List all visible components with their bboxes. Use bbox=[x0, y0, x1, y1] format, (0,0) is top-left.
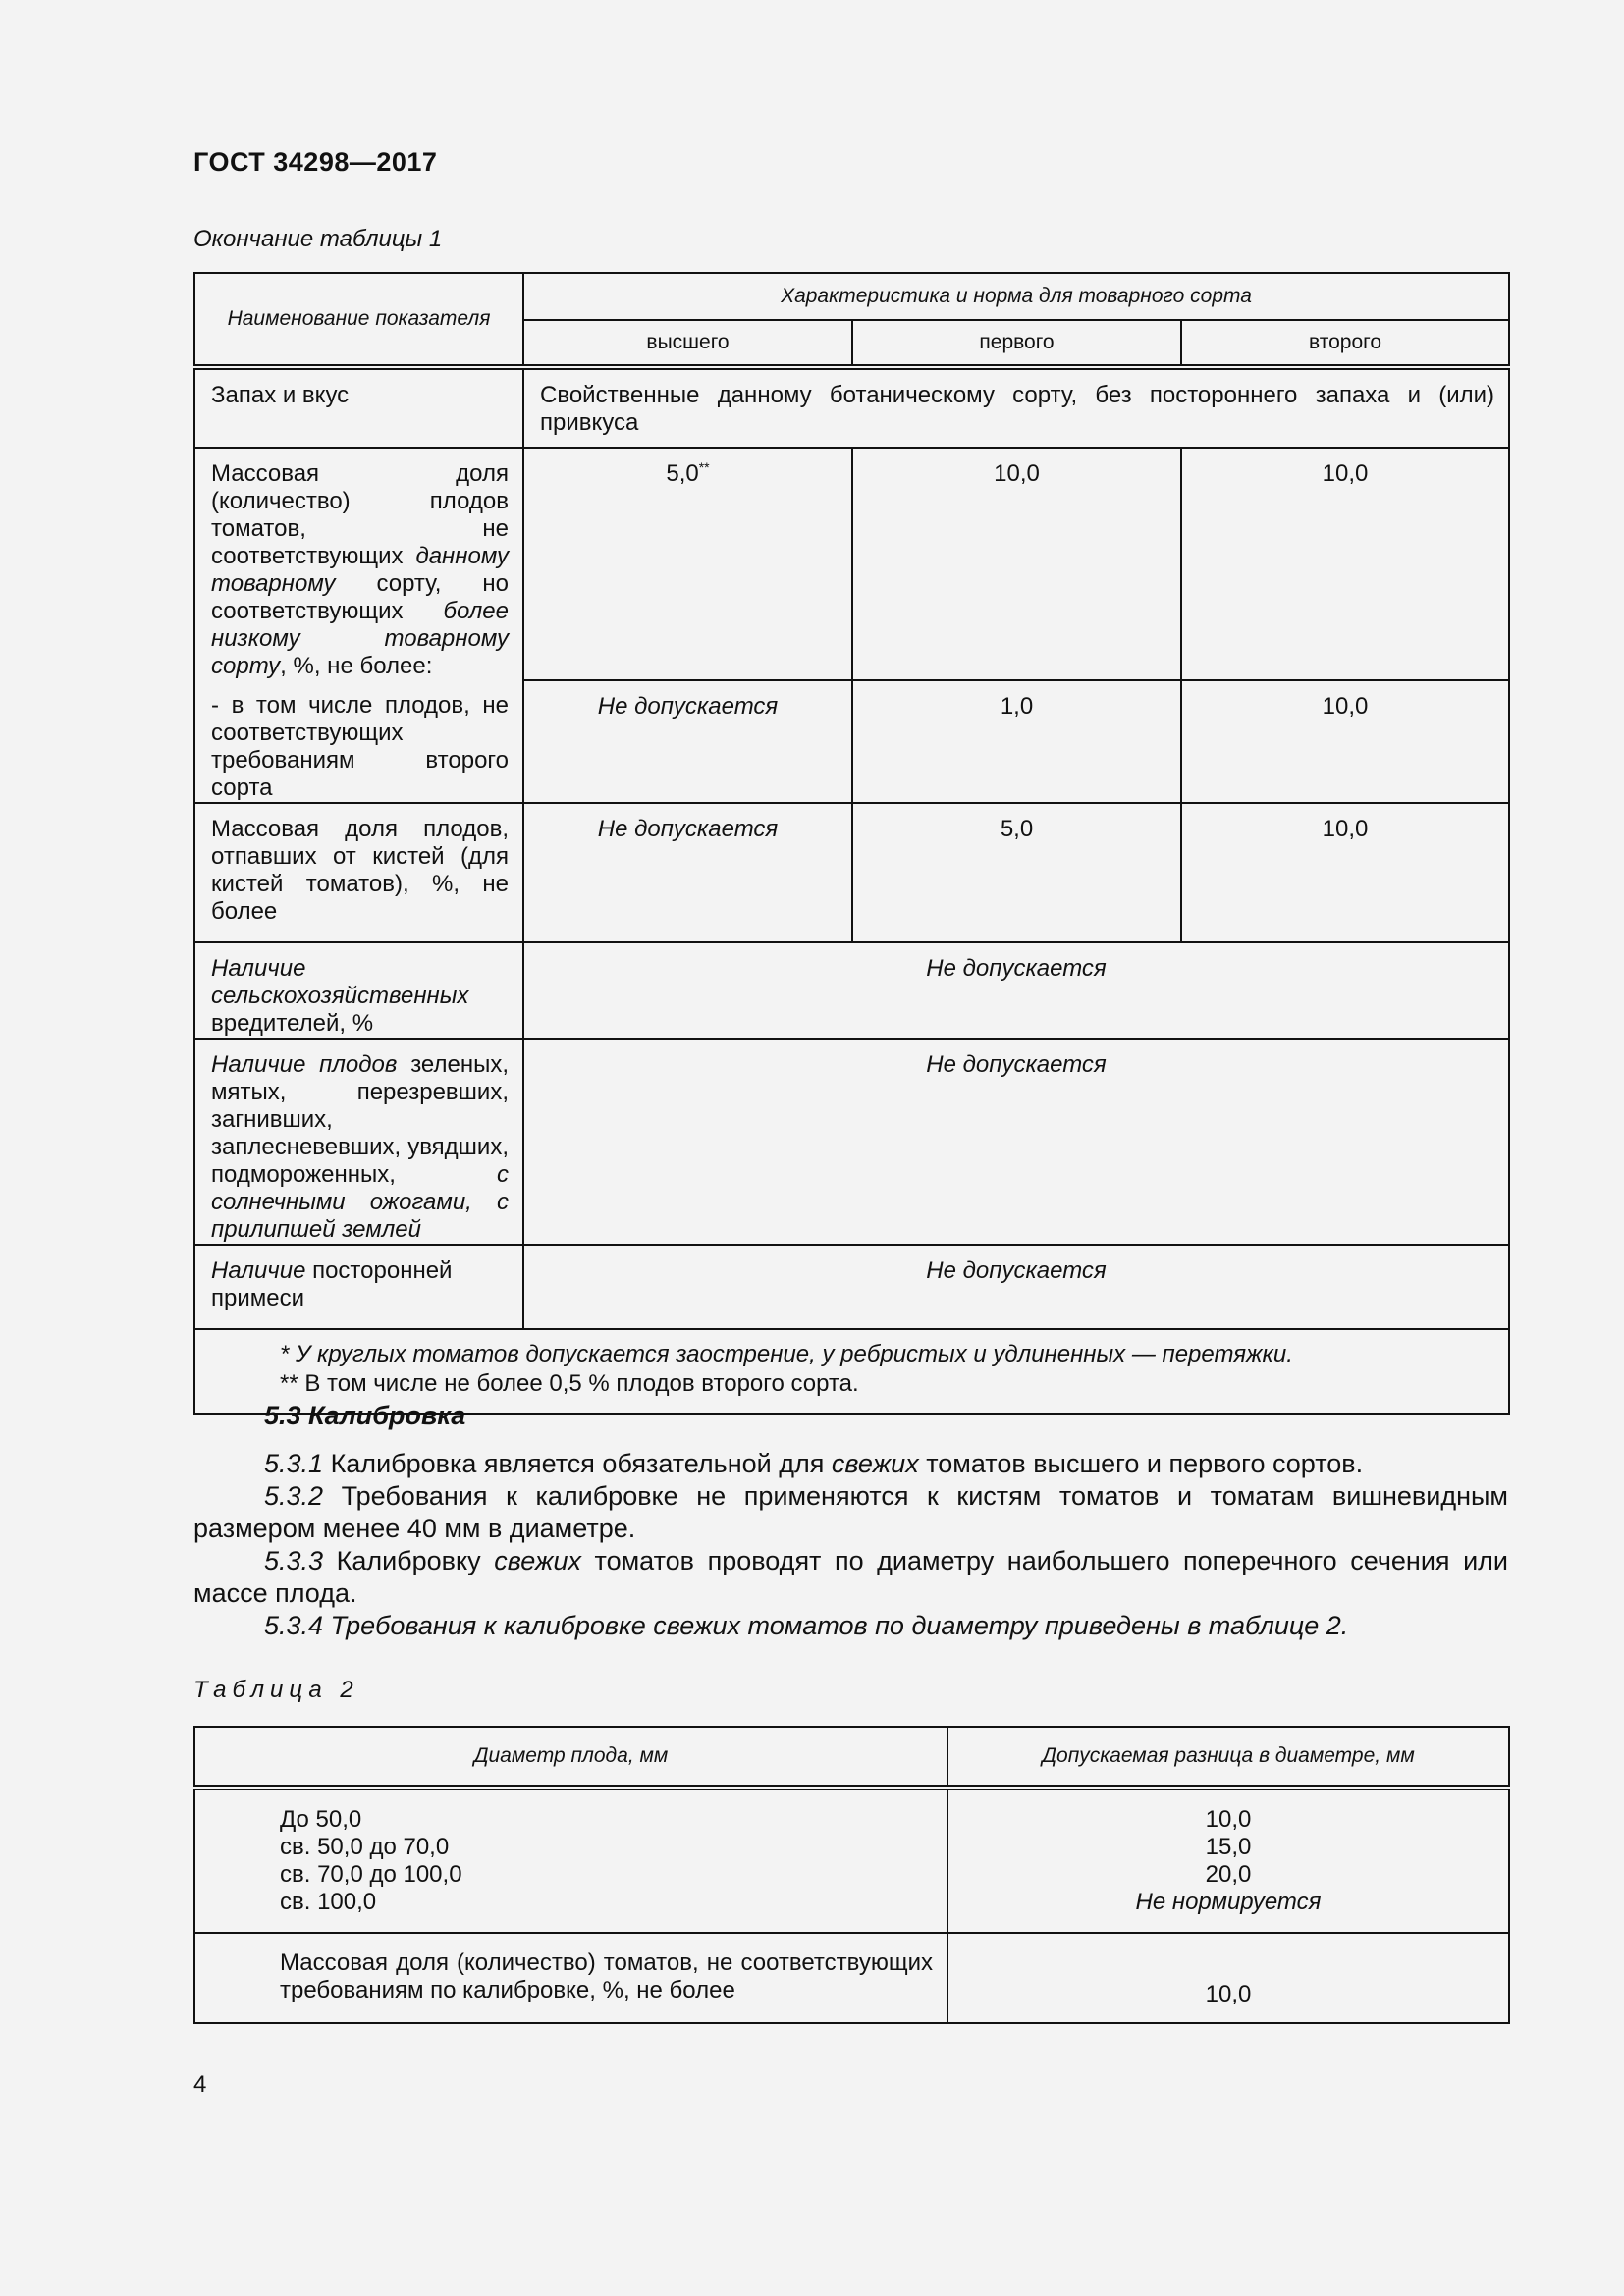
paragraph-5-3-1: 5.3.1 Калибровка является обязательной для свежих томатов высшего и первого сортов. bbox=[264, 1449, 1364, 1478]
table1-caption: Окончание таблицы 1 bbox=[193, 226, 443, 252]
section-heading: 5.3 Калибровка bbox=[264, 1401, 466, 1430]
row-pests-label: Наличие сельскохозяйственных вредителей, % bbox=[194, 942, 523, 1039]
difference-item: 20,0 bbox=[1205, 1861, 1252, 1888]
paragraph-5-3-3: 5.3.3 Калибровку свежих томатов проводят по диаметру наибольшего поперечного сечения или массе плода. bbox=[193, 1546, 1508, 1608]
row-incl-second-second: 10,0 bbox=[1181, 680, 1509, 803]
table2-differences bbox=[947, 1788, 1509, 1933]
header-grade-first: первого bbox=[852, 320, 1181, 367]
range-item: св. 50,0 до 70,0 bbox=[280, 1834, 450, 1860]
row-mass-share-label: Массовая доля (количество) плодов томатов, не соответствующих данному товарному сорту, но соответствующих более низкому товарному сорту, %, не более: bbox=[194, 448, 523, 680]
row-mass-share-first: 10,0 bbox=[852, 448, 1181, 680]
row-impurity-value: Не допускается bbox=[523, 1245, 1509, 1329]
header-grade-highest: высшего bbox=[523, 320, 852, 367]
row-incl-second-highest: Не допускается bbox=[523, 680, 852, 803]
paragraph-5-3-4: 5.3.4 Требования к калибровке свежих томатов по диаметру приведены в таблице 2. bbox=[264, 1611, 1349, 1640]
row-impurity-label: Наличие посторонней примеси bbox=[194, 1245, 523, 1329]
section-5-3 bbox=[193, 1400, 1508, 1642]
range-item: До 50,0 bbox=[280, 1806, 362, 1833]
row-fallen-label: Массовая доля плодов, отпавших от кистей (для кистей томатов), %, не более bbox=[194, 803, 523, 942]
difference-item: 15,0 bbox=[1205, 1834, 1252, 1860]
range-item: св. 70,0 до 100,0 bbox=[280, 1861, 462, 1888]
table2-header-difference: Допускаемая разница в диаметре, мм bbox=[947, 1727, 1509, 1788]
row-mass-share-highest: 5,0** bbox=[523, 448, 852, 680]
row-fallen-second: 10,0 bbox=[1181, 803, 1509, 942]
footnote-2: ** В том числе не более 0,5 % плодов второго сорта. bbox=[280, 1370, 859, 1397]
row-fallen-highest: Не допускается bbox=[523, 803, 852, 942]
footnote-1: * У круглых томатов допускается заострение, у ребристых и удлиненных — перетяжки. bbox=[280, 1341, 1293, 1367]
header-indicator: Наименование показателя bbox=[194, 273, 523, 367]
row-smell-label: Запах и вкус bbox=[194, 367, 523, 448]
row-defects-value: Не допускается bbox=[523, 1039, 1509, 1245]
row-incl-second-first: 1,0 bbox=[852, 680, 1181, 803]
row-defects-label: Наличие плодов зеленых, мятых, перезревших, загнивших, заплесневевших, увядших, подмороженных, с солнечными ожогами, с прилипшей землей bbox=[194, 1039, 523, 1245]
difference-item: 10,0 bbox=[1205, 1806, 1252, 1833]
header-grade-second: второго bbox=[1181, 320, 1509, 367]
footnote-mark: ** bbox=[698, 459, 710, 475]
table-1 bbox=[193, 272, 1510, 1415]
table2-caption: Таблица 2 bbox=[193, 1677, 359, 1703]
table2-mass-share-value: 10,0 bbox=[947, 1933, 1509, 2023]
header-grade-group: Характеристика и норма для товарного сорта bbox=[523, 273, 1509, 320]
range-item: св. 100,0 bbox=[280, 1889, 377, 1915]
table2-header-diameter: Диаметр плода, мм bbox=[194, 1727, 947, 1788]
difference-item: Не нормируется bbox=[1135, 1889, 1322, 1915]
table-2 bbox=[193, 1726, 1510, 2024]
page-number: 4 bbox=[193, 2071, 207, 2098]
row-mass-share-second: 10,0 bbox=[1181, 448, 1509, 680]
paragraph-5-3-2: 5.3.2 Требования к калибровке не применяются к кистям томатов и томатам вишневидным размером менее 40 мм в диаметре. bbox=[193, 1481, 1508, 1543]
table2-mass-share-label: Массовая доля (количество) томатов, не соответствующих требованиям по калибровке, %, не более bbox=[194, 1933, 947, 2023]
row-fallen-first: 5,0 bbox=[852, 803, 1181, 942]
row-pests-value: Не допускается bbox=[523, 942, 1509, 1039]
table2-diameter-ranges bbox=[194, 1788, 947, 1933]
document-code: ГОСТ 34298—2017 bbox=[193, 147, 438, 177]
row-smell-value: Свойственные данному ботаническому сорту, без постороннего запаха и (или) привкуса bbox=[523, 367, 1509, 448]
row-incl-second-label: - в том числе плодов, не соответствующих требованиям второго сорта bbox=[194, 680, 523, 803]
